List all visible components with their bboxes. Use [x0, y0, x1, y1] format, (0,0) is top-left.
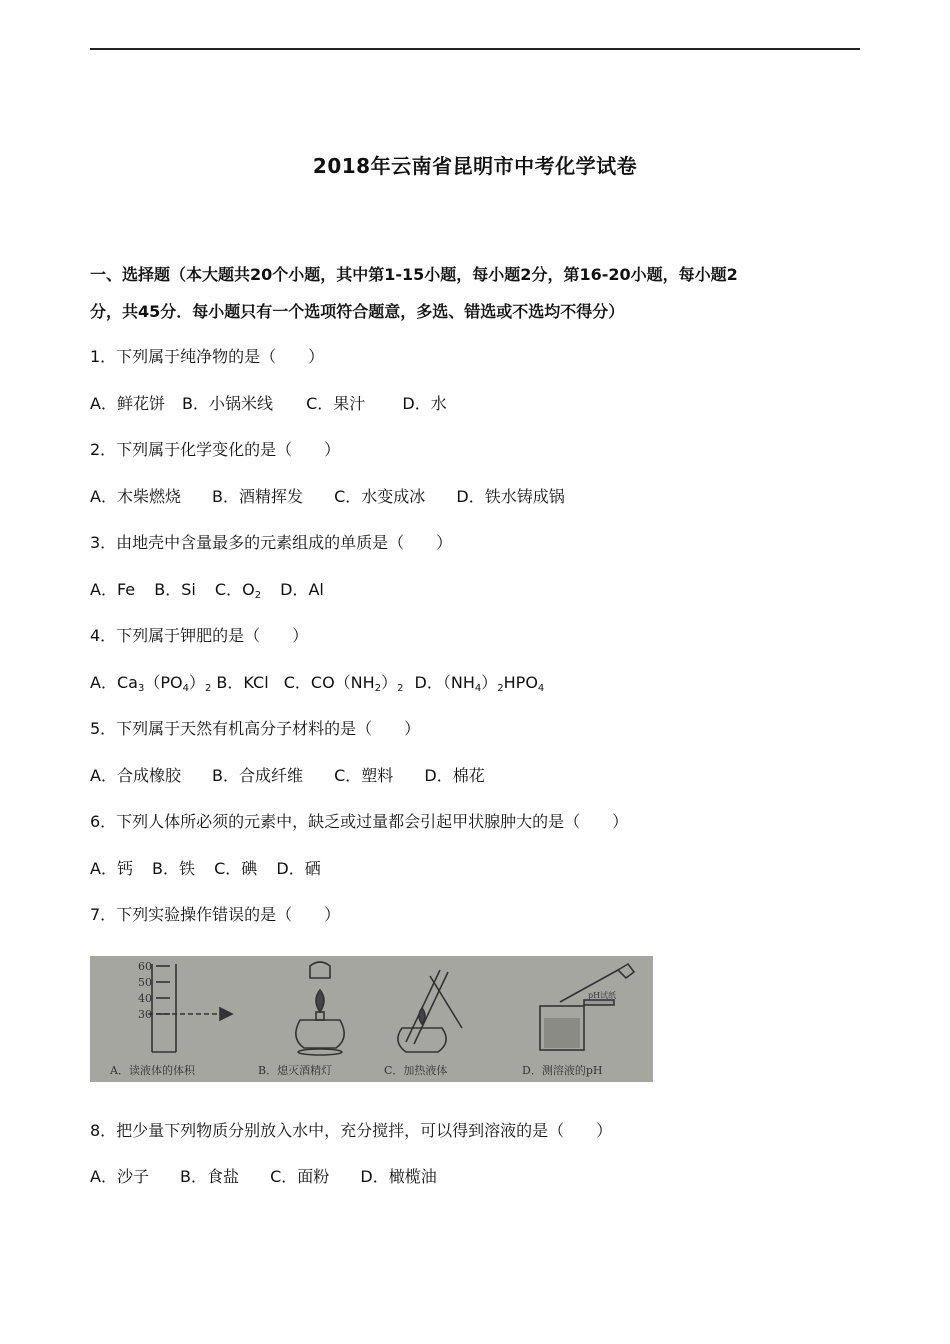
header-rule: [90, 48, 860, 50]
q4-option-d-sub2: 2: [497, 683, 504, 694]
q3-option-b: B．Si: [154, 580, 196, 599]
lab-operations-figure: [90, 956, 653, 1082]
q8-option-a: A．沙子: [90, 1167, 149, 1186]
q4-option-c-close: ）: [381, 673, 398, 692]
question-4-stem: 4．下列属于钾肥的是（ ）: [90, 626, 309, 645]
q4-option-a-sub4: 4: [182, 683, 189, 694]
q2-option-b: B．酒精挥发: [212, 487, 304, 506]
q4-option-a-ca: A．Ca: [90, 673, 138, 692]
tick-50: 50: [138, 976, 152, 989]
caption-a: A．读液体的体积: [110, 1064, 195, 1077]
q3-option-c-label: C．O: [214, 580, 255, 599]
q3-option-c-subscript: 2: [254, 590, 262, 601]
q5-option-b: B．合成纤维: [212, 766, 304, 785]
cylinder-drawing: [148, 964, 232, 1052]
q4-option-d-sub4: 4: [474, 683, 482, 694]
q1-option-b: B．小锅米线: [182, 394, 274, 413]
q3-option-c: [215, 577, 261, 601]
page-title: 2018年云南省昆明市中考化学试卷: [312, 154, 638, 178]
q4-option-d-nh: D．（NH: [414, 673, 475, 692]
heating-drawing: [398, 970, 462, 1052]
question-7-stem: 7．下列实验操作错误的是（ ）: [90, 905, 341, 924]
question-5-stem: 5．下列属于天然有机高分子材料的是（ ）: [90, 719, 421, 738]
q4-option-c-sub2a: 2: [374, 683, 382, 694]
q1-option-c: C．果汁: [306, 394, 366, 413]
section-heading-line-2: 分，共45分．每小题只有一个选项符合题意，多选、错选或不选均不得分）: [90, 302, 625, 321]
question-8-stem: 8．把少量下列物质分别放入水中，充分搅拌，可以得到溶液的是（ ）: [90, 1121, 613, 1140]
q2-option-a: A．木柴燃烧: [90, 487, 181, 506]
q4-option-c-co: C．CO（NH: [283, 673, 375, 692]
q4-option-a-po: （PO: [144, 673, 183, 692]
q8-option-b: B．食盐: [180, 1167, 240, 1186]
lab-operations-illustration: [90, 956, 653, 1082]
q4-option-c: [284, 670, 404, 694]
q1-option-a: A．鲜花饼: [90, 394, 165, 413]
tick-40: 40: [138, 992, 152, 1005]
q6-option-b: B．铁: [152, 859, 196, 878]
section-heading: [90, 256, 865, 330]
caption-b: B．熄灭酒精灯: [258, 1064, 333, 1077]
tick-30: 30: [138, 1008, 152, 1021]
caption-d: D．测溶液的pH: [522, 1064, 603, 1077]
q2-option-c: C．水变成冰: [334, 487, 426, 506]
q4-option-a-sub2: 2: [204, 683, 212, 694]
question-2-options: [90, 484, 565, 507]
q4-option-a-close: ）: [188, 673, 205, 692]
question-4-options: [90, 670, 544, 694]
q6-option-a: A．钙: [90, 859, 133, 878]
question-3-options: [90, 577, 324, 601]
lamp-drawing: [296, 962, 344, 1055]
q3-option-a: A．Fe: [90, 580, 136, 599]
caption-c: C．加热液体: [384, 1064, 448, 1077]
question-8-options: [90, 1164, 437, 1187]
q2-option-d: D．铁水铸成锅: [456, 487, 565, 506]
question-5-options: [90, 763, 485, 786]
question-6-stem: 6．下列人体所必须的元素中，缺乏或过量都会引起甲状腺肿大的是（ ）: [90, 812, 629, 831]
q1-option-d: D．水: [402, 394, 447, 413]
q5-option-c: C．塑料: [334, 766, 394, 785]
q6-option-d: D．硒: [276, 859, 321, 878]
q4-option-a: [90, 670, 211, 694]
q8-option-d: D．橄榄油: [360, 1167, 437, 1186]
q5-option-d: D．棉花: [424, 766, 485, 785]
q4-option-d-hpo: HPO: [503, 673, 538, 692]
question-6-options: [90, 856, 321, 879]
q3-option-d: D．Al: [280, 580, 324, 599]
q4-option-d-close: ）: [481, 673, 498, 692]
question-2-stem: 2．下列属于化学变化的是（ ）: [90, 440, 341, 459]
question-3-stem: 3．由地壳中含量最多的元素组成的单质是（ ）: [90, 533, 453, 552]
q5-option-a: A．合成橡胶: [90, 766, 181, 785]
q4-option-c-sub2b: 2: [397, 683, 404, 694]
tick-60: 60: [138, 960, 152, 973]
q4-option-d-sub4b: 4: [537, 683, 545, 694]
q4-option-a-sub3: 3: [137, 683, 145, 694]
q8-option-c: C．面粉: [270, 1167, 330, 1186]
section-heading-line-1: 一、选择题（本大题共20个小题，其中第1-15小题，每小题2分，第16-20小题，每小题2: [90, 265, 738, 284]
q6-option-c: C．碘: [214, 859, 258, 878]
ph-drawing: [540, 964, 634, 1050]
q4-option-b: B．KCl: [216, 673, 269, 692]
q4-option-d: [415, 670, 545, 694]
question-1-stem: 1．下列属于纯净物的是（ ）: [90, 347, 325, 366]
ph-paper-label: pH试纸: [588, 991, 617, 1000]
question-1-options: [90, 391, 447, 414]
